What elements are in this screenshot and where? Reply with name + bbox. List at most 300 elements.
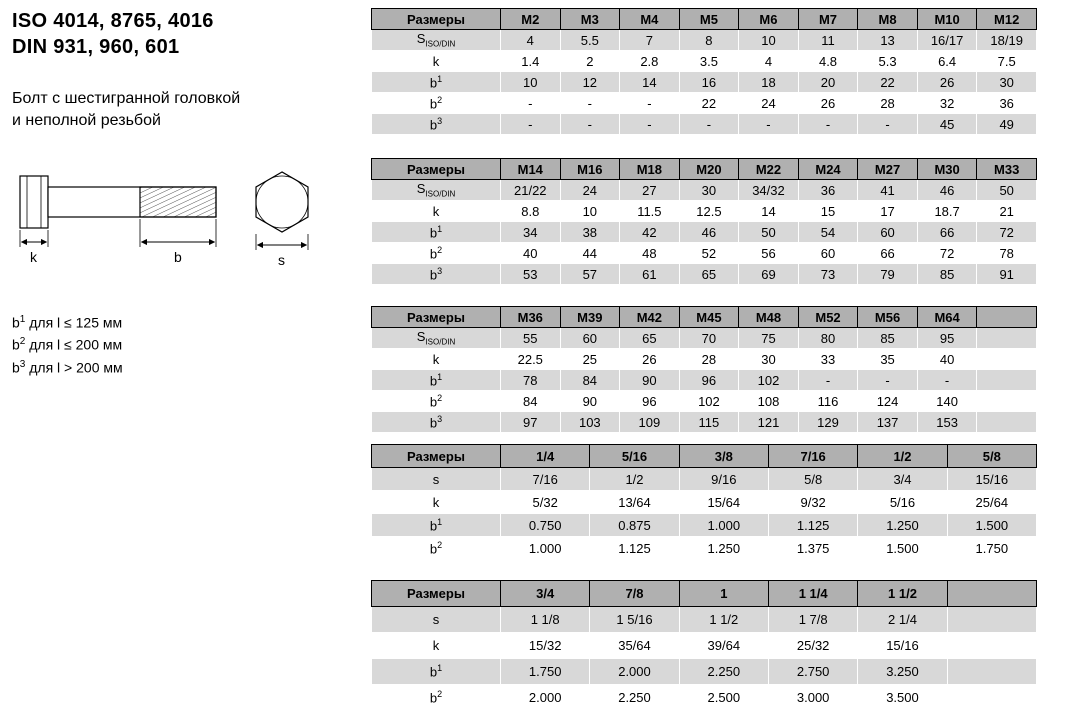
value-cell: 1.4 — [501, 51, 561, 72]
value-cell: 15/16 — [858, 633, 947, 659]
value-cell: 36 — [977, 93, 1037, 114]
value-cell: 9/32 — [768, 491, 857, 514]
value-cell: 137 — [858, 412, 918, 433]
row-label-cell: $b^1$ — [372, 370, 501, 391]
value-cell: 25/64 — [947, 491, 1036, 514]
row-label-cell: k — [372, 51, 501, 72]
dim-label-b: b — [174, 248, 182, 265]
value-cell: 95 — [917, 328, 977, 349]
value-cell: 153 — [917, 412, 977, 433]
row-label-cell: $S_{ISO/DIN}$ — [372, 30, 501, 51]
column-header-cell: 3/8 — [679, 445, 768, 468]
column-header-cell: M18 — [620, 159, 680, 180]
value-cell: 2.000 — [590, 659, 679, 685]
value-cell: 66 — [917, 222, 977, 243]
value-cell: 46 — [679, 222, 739, 243]
row-label-cell: k — [372, 349, 501, 370]
value-cell: - — [798, 370, 858, 391]
value-cell: 21 — [977, 201, 1037, 222]
value-cell: 10 — [501, 72, 561, 93]
table-header-row — [372, 159, 1037, 180]
row-label-cell: $b^2$ — [372, 391, 501, 412]
column-header-cell: M20 — [679, 159, 739, 180]
value-cell: 8 — [679, 30, 739, 51]
value-cell: 13/64 — [590, 491, 679, 514]
value-cell: 26 — [620, 349, 680, 370]
value-cell: 65 — [620, 328, 680, 349]
value-cell: 28 — [858, 93, 918, 114]
value-cell: 4 — [501, 30, 561, 51]
value-cell: 30 — [679, 180, 739, 201]
table-data-row — [372, 607, 1037, 633]
value-cell: 109 — [620, 412, 680, 433]
table-data-row — [372, 30, 1037, 51]
subtitle-line-2: и неполной резьбой — [12, 111, 161, 129]
table-header-row — [372, 307, 1037, 328]
title-iso: ISO 4014, 8765, 4016 — [12, 10, 214, 32]
value-cell: 18.7 — [917, 201, 977, 222]
table-data-row — [372, 633, 1037, 659]
empty-cell — [977, 412, 1037, 433]
column-header-cell: M56 — [858, 307, 918, 328]
value-cell: 75 — [739, 328, 799, 349]
value-cell: 102 — [679, 391, 739, 412]
value-cell: 15/64 — [679, 491, 768, 514]
bolt-head-side — [20, 176, 48, 228]
value-cell: 1/2 — [590, 468, 679, 491]
value-cell: 3/4 — [858, 468, 947, 491]
value-cell: 2.250 — [590, 685, 679, 711]
column-header-cell: M45 — [679, 307, 739, 328]
dim-label-k: k — [30, 248, 37, 265]
column-header-cell: 1/2 — [858, 445, 947, 468]
value-cell: 2 1/4 — [858, 607, 947, 633]
value-cell: 1.500 — [858, 537, 947, 560]
row-label-cell: $b^3$ — [372, 264, 501, 285]
column-header-cell: 1 — [679, 581, 768, 607]
value-cell: 35/64 — [590, 633, 679, 659]
empty-cell — [977, 391, 1037, 412]
empty-cell — [977, 328, 1037, 349]
value-cell: 33 — [798, 349, 858, 370]
value-cell: 12.5 — [679, 201, 739, 222]
value-cell: 6.4 — [917, 51, 977, 72]
table-data-row — [372, 72, 1037, 93]
value-cell: 2.750 — [768, 659, 857, 685]
table-data-row — [372, 328, 1037, 349]
column-header-cell: 1 1/2 — [858, 581, 947, 607]
value-cell: 3.500 — [858, 685, 947, 711]
row-label-cell: $b^1$ — [372, 659, 501, 685]
value-cell: - — [501, 93, 561, 114]
value-cell: 27 — [620, 180, 680, 201]
dimension-tables — [371, 8, 1039, 711]
value-cell: 5.5 — [560, 30, 620, 51]
empty-cell — [947, 685, 1036, 711]
value-cell: 7/16 — [501, 468, 590, 491]
row-label-cell: $b^2$ — [372, 537, 501, 560]
value-cell: 73 — [798, 264, 858, 285]
value-cell: - — [917, 370, 977, 391]
value-cell: - — [620, 114, 680, 135]
info-panel — [12, 8, 364, 379]
row-label-cell: $b^1$ — [372, 514, 501, 537]
value-cell: 25 — [560, 349, 620, 370]
table-metric-m14-m33 — [371, 158, 1037, 285]
length-notes — [12, 312, 364, 379]
column-header-cell: M39 — [560, 307, 620, 328]
value-cell: 1.000 — [501, 537, 590, 560]
value-cell: 12 — [560, 72, 620, 93]
row-label-cell: $b^2$ — [372, 93, 501, 114]
value-cell: - — [858, 370, 918, 391]
empty-cell — [977, 349, 1037, 370]
value-cell: 52 — [679, 243, 739, 264]
column-header-cell: M3 — [560, 9, 620, 30]
value-cell: 0.750 — [501, 514, 590, 537]
value-cell: 84 — [501, 391, 561, 412]
value-cell: 84 — [560, 370, 620, 391]
value-cell: 42 — [620, 222, 680, 243]
value-cell: 60 — [858, 222, 918, 243]
value-cell: 78 — [501, 370, 561, 391]
value-cell: 26 — [798, 93, 858, 114]
table-data-row — [372, 114, 1037, 135]
column-header-cell: M33 — [977, 159, 1037, 180]
row-label-cell: $b^1$ — [372, 222, 501, 243]
value-cell: 22.5 — [501, 349, 561, 370]
value-cell: 32 — [917, 93, 977, 114]
value-cell: 1.750 — [501, 659, 590, 685]
value-cell: 57 — [560, 264, 620, 285]
value-cell: - — [560, 114, 620, 135]
value-cell: 8.8 — [501, 201, 561, 222]
value-cell: 1 7/8 — [768, 607, 857, 633]
value-cell: 53 — [501, 264, 561, 285]
value-cell: - — [739, 114, 799, 135]
size-header-cell: Размеры — [372, 307, 501, 328]
note-b1: $b^1$ для l ≤ 125 мм — [12, 313, 123, 331]
column-header-cell: M48 — [739, 307, 799, 328]
row-label-cell: $S_{ISO/DIN}$ — [372, 328, 501, 349]
value-cell: 7.5 — [977, 51, 1037, 72]
row-label-cell: $b^3$ — [372, 412, 501, 433]
value-cell: 22 — [679, 93, 739, 114]
column-header-cell: 5/8 — [947, 445, 1036, 468]
row-label-cell: $b^2$ — [372, 685, 501, 711]
value-cell: 24 — [560, 180, 620, 201]
value-cell: 85 — [917, 264, 977, 285]
value-cell: - — [560, 93, 620, 114]
table-data-row — [372, 491, 1037, 514]
column-header-cell: M30 — [917, 159, 977, 180]
column-header-cell: M42 — [620, 307, 680, 328]
table-inch-quarter-fiveeighths — [371, 444, 1037, 560]
dimension-b — [140, 219, 216, 265]
value-cell: - — [620, 93, 680, 114]
value-cell: 11.5 — [620, 201, 680, 222]
table-inch-threequarter-oneandhalf — [371, 580, 1037, 711]
value-cell: 14 — [620, 72, 680, 93]
value-cell: 28 — [679, 349, 739, 370]
empty-cell — [947, 633, 1036, 659]
column-header-cell: M8 — [858, 9, 918, 30]
value-cell: 39/64 — [679, 633, 768, 659]
value-cell: 13 — [858, 30, 918, 51]
value-cell: 1.750 — [947, 537, 1036, 560]
row-label-cell: $b^3$ — [372, 114, 501, 135]
value-cell: 15/16 — [947, 468, 1036, 491]
table-data-row — [372, 514, 1037, 537]
value-cell: 65 — [679, 264, 739, 285]
value-cell: 24 — [739, 93, 799, 114]
column-header-cell: M10 — [917, 9, 977, 30]
value-cell: 60 — [560, 328, 620, 349]
empty-header-cell — [947, 581, 1036, 607]
table-data-row — [372, 180, 1037, 201]
value-cell: 140 — [917, 391, 977, 412]
value-cell: 79 — [858, 264, 918, 285]
value-cell: 15 — [798, 201, 858, 222]
value-cell: 60 — [798, 243, 858, 264]
value-cell: 102 — [739, 370, 799, 391]
value-cell: 50 — [739, 222, 799, 243]
empty-header-cell — [977, 307, 1037, 328]
value-cell: 1.125 — [590, 537, 679, 560]
empty-cell — [947, 659, 1036, 685]
value-cell: 2 — [560, 51, 620, 72]
value-cell: 2.8 — [620, 51, 680, 72]
value-cell: 70 — [679, 328, 739, 349]
value-cell: 45 — [917, 114, 977, 135]
hex-head-outline — [256, 172, 308, 232]
value-cell: 7 — [620, 30, 680, 51]
column-header-cell: 1 1/4 — [768, 581, 857, 607]
column-header-cell: 7/8 — [590, 581, 679, 607]
note-b2: $b^2$ для l ≤ 200 мм — [12, 336, 123, 353]
column-header-cell: M14 — [501, 159, 561, 180]
row-label-cell: $b^1$ — [372, 72, 501, 93]
value-cell: 97 — [501, 412, 561, 433]
value-cell: 9/16 — [679, 468, 768, 491]
value-cell: 0.875 — [590, 514, 679, 537]
bolt-end-view — [256, 172, 308, 268]
row-label-cell: k — [372, 491, 501, 514]
value-cell: 5/8 — [768, 468, 857, 491]
value-cell: 54 — [798, 222, 858, 243]
value-cell: 1 1/2 — [679, 607, 768, 633]
table-metric-m36-m64 — [371, 306, 1037, 433]
dim-label-s: s — [278, 251, 285, 268]
size-header-cell: Размеры — [372, 9, 501, 30]
bolt-side-view — [20, 176, 216, 228]
value-cell: 4 — [739, 51, 799, 72]
column-header-cell: M24 — [798, 159, 858, 180]
value-cell: 25/32 — [768, 633, 857, 659]
table-data-row — [372, 201, 1037, 222]
value-cell: 36 — [798, 180, 858, 201]
row-label-cell: $S_{ISO/DIN}$ — [372, 180, 501, 201]
column-header-cell: M6 — [739, 9, 799, 30]
value-cell: 38 — [560, 222, 620, 243]
value-cell: 72 — [917, 243, 977, 264]
value-cell: 78 — [977, 243, 1037, 264]
value-cell: 1.250 — [679, 537, 768, 560]
title-din: DIN 931, 960, 601 — [12, 36, 180, 59]
value-cell: 10 — [560, 201, 620, 222]
subtitle-line-1: Болт с шестигранной головкой — [12, 89, 241, 107]
value-cell: 40 — [917, 349, 977, 370]
size-header-cell: Размеры — [372, 581, 501, 607]
value-cell: 90 — [620, 370, 680, 391]
column-header-cell: 7/16 — [768, 445, 857, 468]
column-header-cell: M2 — [501, 9, 561, 30]
column-header-cell: M16 — [560, 159, 620, 180]
column-header-cell: 1/4 — [501, 445, 590, 468]
page-title — [12, 8, 364, 61]
value-cell: 34 — [501, 222, 561, 243]
value-cell: 40 — [501, 243, 561, 264]
table-header-row — [372, 581, 1037, 607]
value-cell: 49 — [977, 114, 1037, 135]
table-data-row — [372, 370, 1037, 391]
value-cell: 34/32 — [739, 180, 799, 201]
page-subtitle — [12, 88, 364, 132]
value-cell: 16 — [679, 72, 739, 93]
row-label-cell: s — [372, 607, 501, 633]
table-data-row — [372, 51, 1037, 72]
value-cell: 1.500 — [947, 514, 1036, 537]
row-label-cell: k — [372, 201, 501, 222]
value-cell: 56 — [739, 243, 799, 264]
value-cell: 35 — [858, 349, 918, 370]
value-cell: 1.125 — [768, 514, 857, 537]
table-data-row — [372, 412, 1037, 433]
value-cell: 96 — [679, 370, 739, 391]
empty-cell — [947, 607, 1036, 633]
value-cell: 2.250 — [679, 659, 768, 685]
value-cell: 3.5 — [679, 51, 739, 72]
value-cell: 96 — [620, 391, 680, 412]
value-cell: 21/22 — [501, 180, 561, 201]
value-cell: 2.000 — [501, 685, 590, 711]
value-cell: 85 — [858, 328, 918, 349]
value-cell: 103 — [560, 412, 620, 433]
table-header-row — [372, 9, 1037, 30]
column-header-cell: M5 — [679, 9, 739, 30]
size-header-cell: Размеры — [372, 445, 501, 468]
value-cell: 18 — [739, 72, 799, 93]
column-header-cell: M27 — [858, 159, 918, 180]
column-header-cell: M52 — [798, 307, 858, 328]
value-cell: 69 — [739, 264, 799, 285]
table-data-row — [372, 391, 1037, 412]
value-cell: 10 — [739, 30, 799, 51]
table-data-row — [372, 264, 1037, 285]
column-header-cell: M7 — [798, 9, 858, 30]
value-cell: 129 — [798, 412, 858, 433]
table-data-row — [372, 468, 1037, 491]
value-cell: 91 — [977, 264, 1037, 285]
value-cell: 11 — [798, 30, 858, 51]
column-header-cell: 5/16 — [590, 445, 679, 468]
table-data-row — [372, 685, 1037, 711]
value-cell: 121 — [739, 412, 799, 433]
value-cell: 4.8 — [798, 51, 858, 72]
value-cell: 30 — [977, 72, 1037, 93]
dimension-k — [20, 230, 48, 265]
value-cell: 5/16 — [858, 491, 947, 514]
table-data-row — [372, 659, 1037, 685]
table-header-row — [372, 445, 1037, 468]
value-cell: 18/19 — [977, 30, 1037, 51]
value-cell: 50 — [977, 180, 1037, 201]
value-cell: - — [501, 114, 561, 135]
value-cell: 1 1/8 — [501, 607, 590, 633]
table-data-row — [372, 537, 1037, 560]
value-cell: 1.250 — [858, 514, 947, 537]
value-cell: 48 — [620, 243, 680, 264]
value-cell: 17 — [858, 201, 918, 222]
column-header-cell: 3/4 — [501, 581, 590, 607]
value-cell: 66 — [858, 243, 918, 264]
value-cell: 3.000 — [768, 685, 857, 711]
value-cell: 20 — [798, 72, 858, 93]
value-cell: 16/17 — [917, 30, 977, 51]
value-cell: - — [679, 114, 739, 135]
value-cell: 15/32 — [501, 633, 590, 659]
row-label-cell: s — [372, 468, 501, 491]
value-cell: 1.000 — [679, 514, 768, 537]
value-cell: 26 — [917, 72, 977, 93]
value-cell: 41 — [858, 180, 918, 201]
column-header-cell: M22 — [739, 159, 799, 180]
value-cell: 1 5/16 — [590, 607, 679, 633]
value-cell: 44 — [560, 243, 620, 264]
column-header-cell: M64 — [917, 307, 977, 328]
value-cell: 22 — [858, 72, 918, 93]
bolt-technical-drawing — [12, 168, 342, 270]
table-metric-m2-m12 — [371, 8, 1037, 135]
value-cell: 5/32 — [501, 491, 590, 514]
column-header-cell: M4 — [620, 9, 680, 30]
note-b3: $b^3$ для l > 200 мм — [12, 358, 123, 376]
table-data-row — [372, 93, 1037, 114]
value-cell: 72 — [977, 222, 1037, 243]
value-cell: 5.3 — [858, 51, 918, 72]
value-cell: 90 — [560, 391, 620, 412]
value-cell: 55 — [501, 328, 561, 349]
value-cell: - — [798, 114, 858, 135]
value-cell: 80 — [798, 328, 858, 349]
column-header-cell: M36 — [501, 307, 561, 328]
value-cell: 46 — [917, 180, 977, 201]
row-label-cell: $b^2$ — [372, 243, 501, 264]
size-header-cell: Размеры — [372, 159, 501, 180]
table-data-row — [372, 349, 1037, 370]
value-cell: 30 — [739, 349, 799, 370]
row-label-cell: k — [372, 633, 501, 659]
value-cell: 116 — [798, 391, 858, 412]
table-data-row — [372, 243, 1037, 264]
bolt-thread — [140, 187, 216, 217]
value-cell: 2.500 — [679, 685, 768, 711]
value-cell: 108 — [739, 391, 799, 412]
value-cell: 3.250 — [858, 659, 947, 685]
value-cell: 124 — [858, 391, 918, 412]
empty-cell — [977, 370, 1037, 391]
table-data-row — [372, 222, 1037, 243]
